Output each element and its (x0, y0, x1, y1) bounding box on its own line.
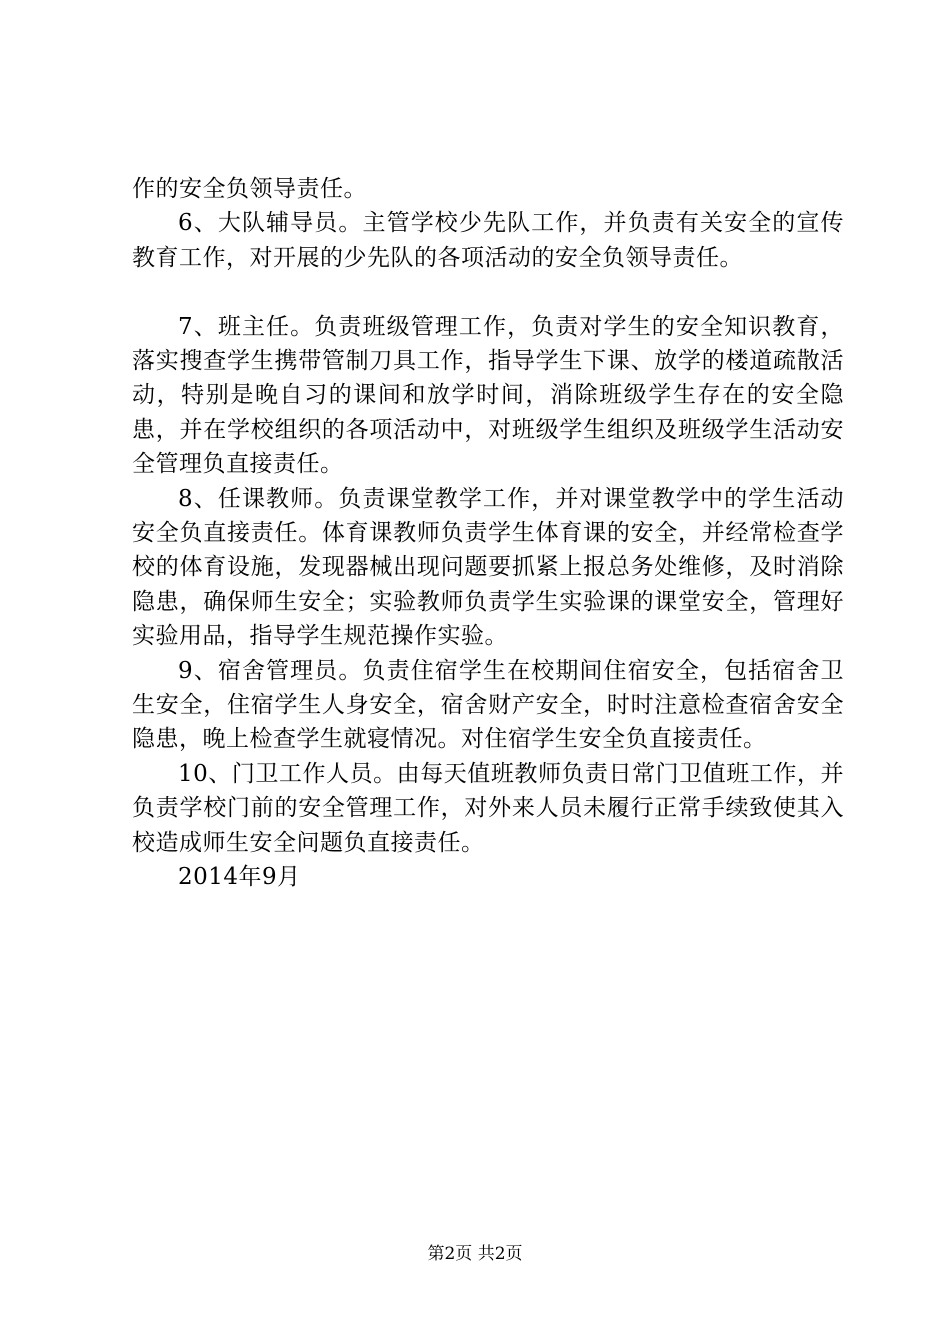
document-date: 2014年9月 (178, 864, 301, 891)
paragraph-item-8: 8、任课教师。负责课堂教学工作，并对课堂教学中的学生活动安全负直接责任。体育课教师负责学生体育课的安全，并经常检查学校的体育设施，发现器械出现问题要抓紧上报总务处维修，及时消除隐患，确保师生安全；实验教师负责学生实验课的课堂安全，管理好实验用品，指导学生规范操作实验。 (132, 485, 844, 650)
paragraph-item-6: 6、大队辅导员。主管学校少先队工作，并负责有关安全的宣传教育工作，对开展的少先队的各项活动的安全负领导责任。 (132, 210, 844, 271)
document-body (132, 172, 844, 895)
page-number-footer: 第2页 共2页 (427, 1244, 523, 1264)
paragraph-item-10: 10、门卫工作人员。由每天值班教师负责日常门卫值班工作，并负责学校门前的安全管理工作，对外来人员未履行正常手续致使其入校造成师生安全问题负直接责任。 (132, 760, 844, 856)
blank-line (132, 275, 844, 309)
paragraph-item-7: 7、班主任。负责班级管理工作，负责对学生的安全知识教育，落实搜查学生携带管制刀具工作，指导学生下课、放学的楼道疏散活动，特别是晚自习的课间和放学时间，消除班级学生存在的安全隐患，并在学校组织的各项活动中，对班级学生组织及班级学生活动安全管理负直接责任。 (132, 313, 844, 478)
paragraph-item-9: 9、宿舍管理员。负责住宿学生在校期间住宿安全，包括宿舍卫生安全，住宿学生人身安全，宿舍财产安全，时时注意检查宿舍安全隐患，晚上检查学生就寝情况。对住宿学生安全负直接责任。 (132, 657, 844, 753)
paragraph-continuation: 作的安全负领导责任。 (132, 176, 367, 202)
